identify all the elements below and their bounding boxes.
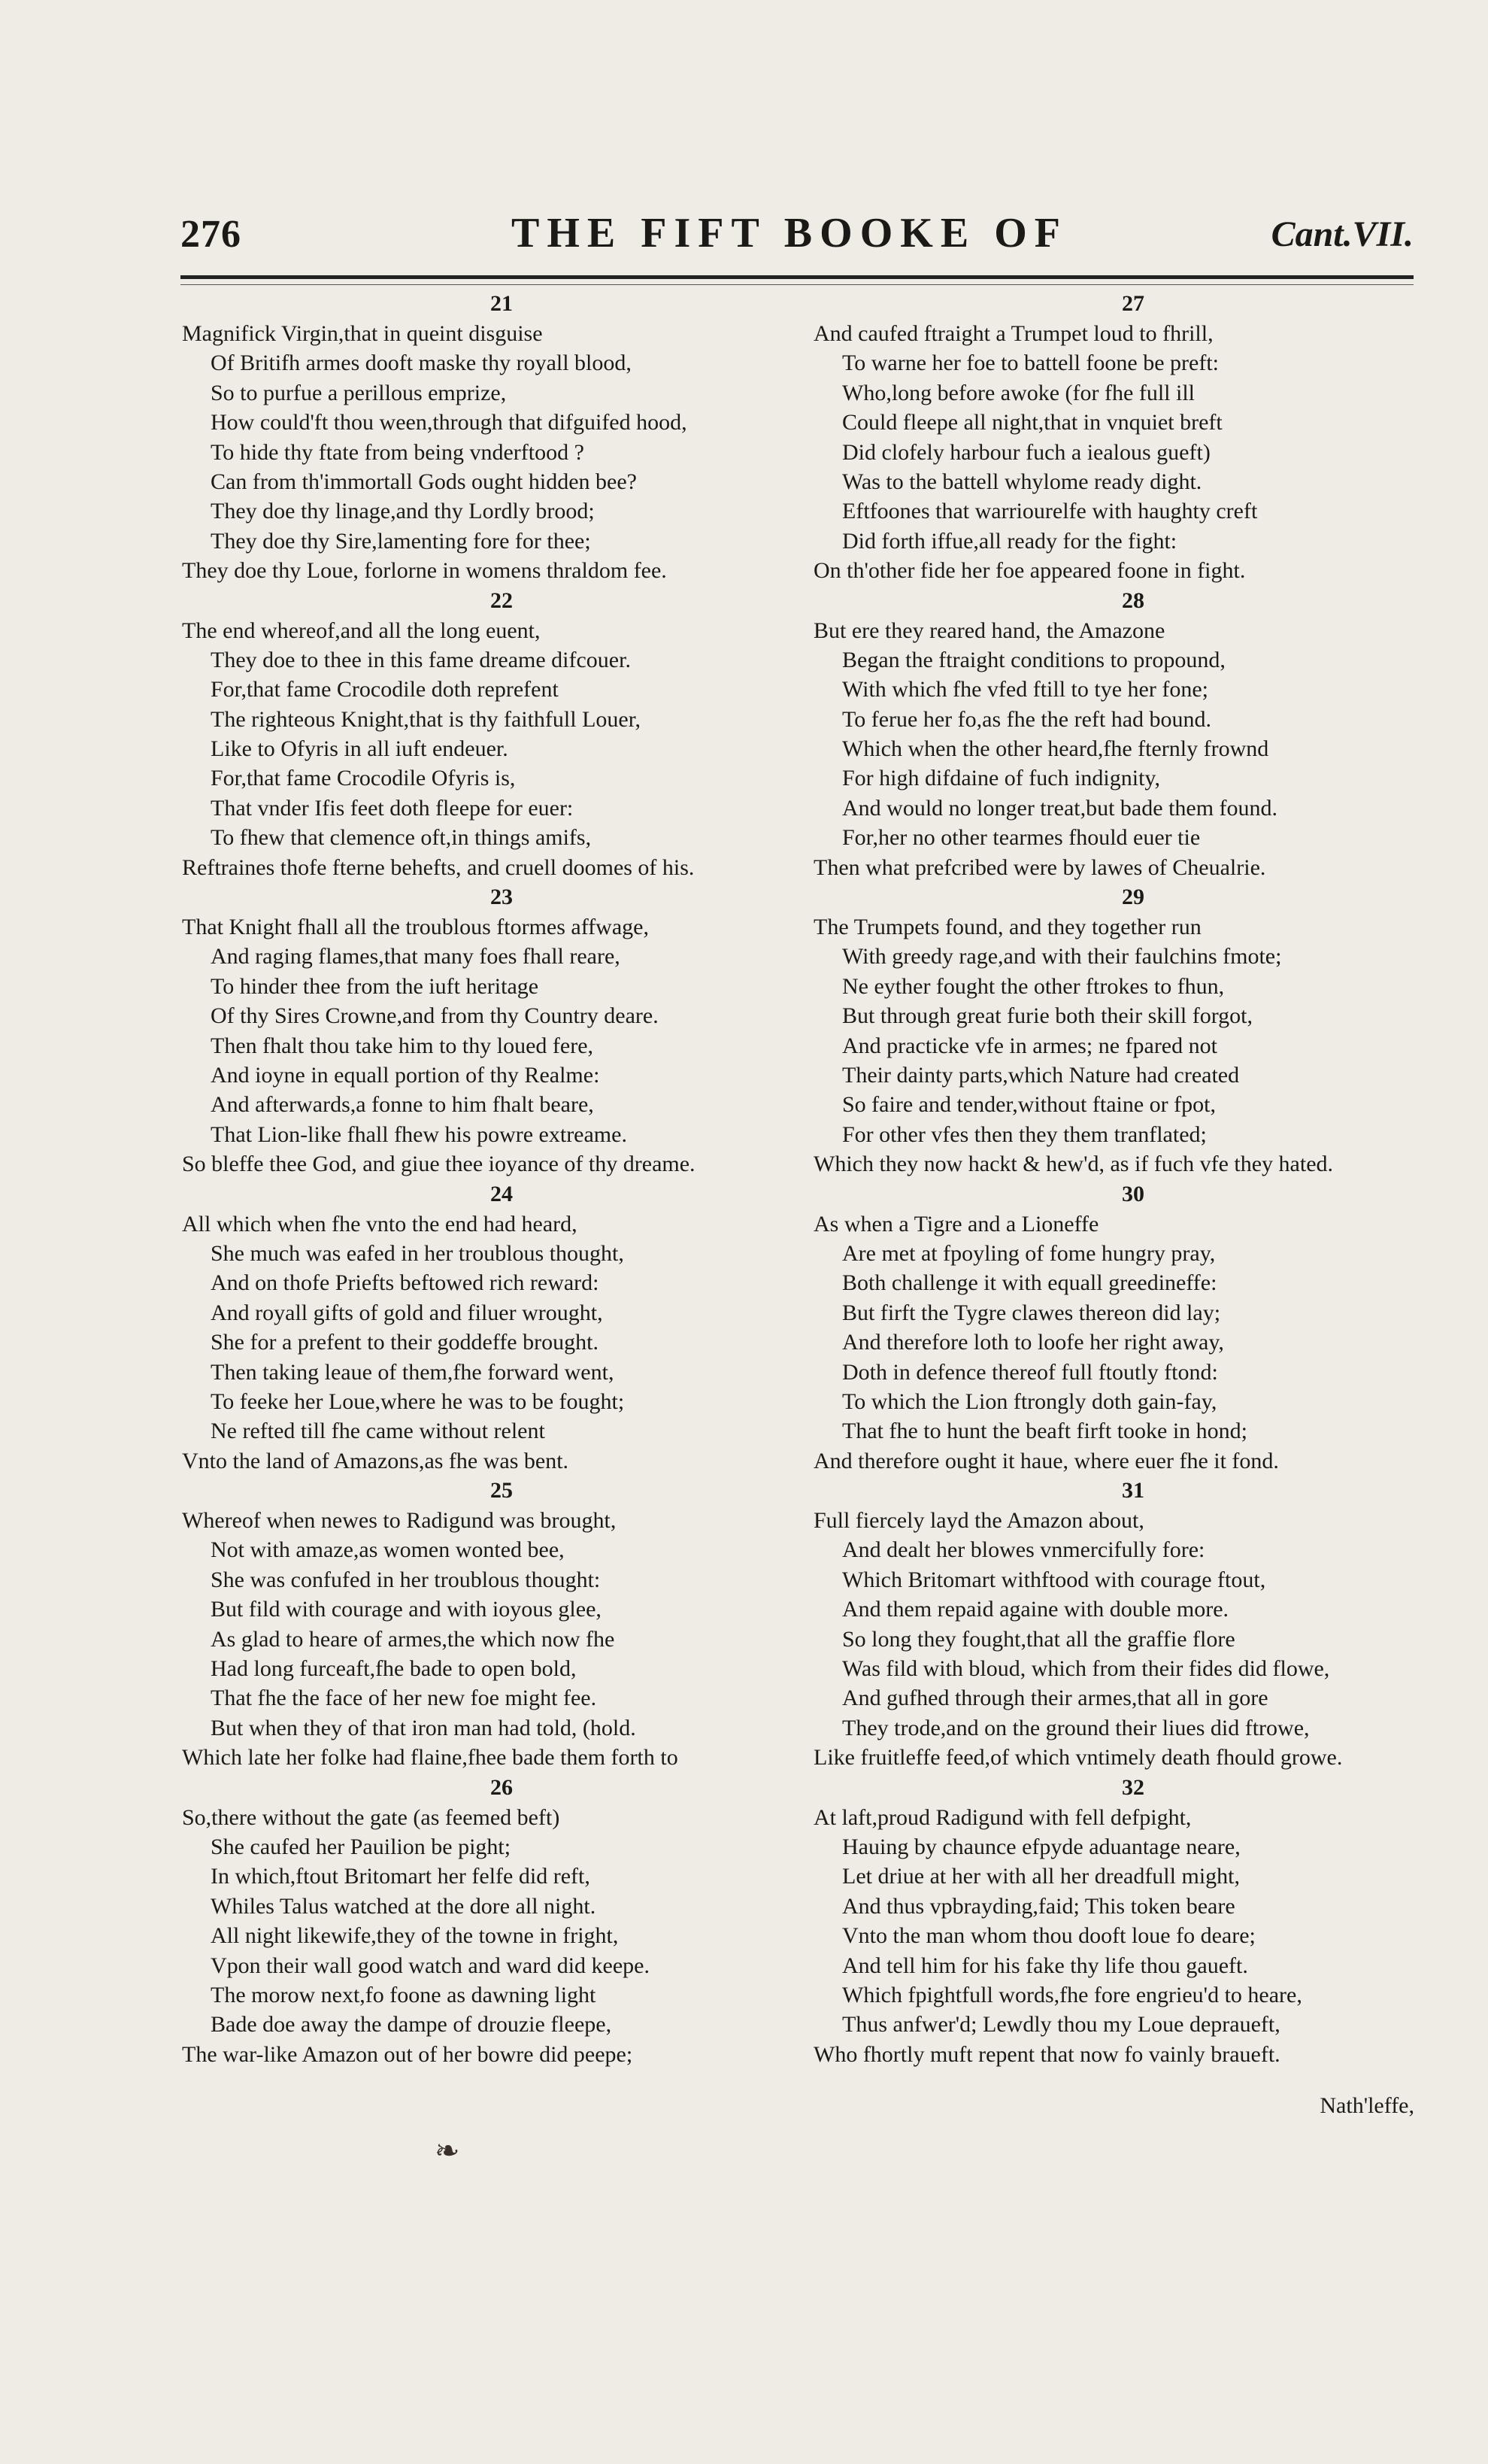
verse-line: That vnder Ifis feet doth fleepe for euer: xyxy=(211,795,574,821)
stanza xyxy=(814,882,1453,1179)
verse-line: To which the Lion ftrongly doth gain-fay, xyxy=(842,1388,1217,1414)
verse-line: To ferue her fo,as fhe the reft had bound. xyxy=(842,706,1212,732)
verse-line: Which they now hackt & hew'd, as if fuch vfe they hated. xyxy=(814,1152,1334,1177)
stanza xyxy=(814,1179,1453,1476)
stanza-number: 21 xyxy=(490,291,513,316)
verse-line: And gufhed through their armes,that all in gore xyxy=(842,1686,1268,1711)
verse-line: But ere they reared hand, the Amazone xyxy=(814,618,1165,643)
verse-line: She much was eafed in her troublous thought, xyxy=(211,1240,624,1266)
verse-line: The righteous Knight,that is thy faithfull Louer, xyxy=(211,706,641,732)
verse-line: Had long furceaft,fhe bade to open bold, xyxy=(211,1656,577,1682)
verse-line: They doe to thee in this fame dreame difcouer. xyxy=(211,647,631,672)
verse-line: And practicke vfe in armes; ne fpared not xyxy=(842,1033,1217,1058)
verse-line: At laft,proud Radigund with fell defpight, xyxy=(814,1804,1192,1830)
verse-line: Reftraines thofe fterne behefts, and cruell doomes of his. xyxy=(182,854,695,880)
catchword: Nath'leffe, xyxy=(1320,2093,1414,2118)
verse-line: With greedy rage,and with their faulchins fmote; xyxy=(842,944,1282,970)
verse-line: With which fhe vfed ftill to tye her fone; xyxy=(842,677,1208,702)
verse-line: But when they of that iron man had told, (hold. xyxy=(211,1715,636,1740)
verse-line: And ioyne in equall portion of thy Realme: xyxy=(211,1062,600,1088)
verse-line: Thus anfwer'd; Lewdly thou my Loue depraueft, xyxy=(842,2012,1280,2038)
stanza xyxy=(814,289,1453,586)
verse-line: And therefore ought it haue, where euer fhe it fond. xyxy=(814,1448,1279,1473)
verse-line: And dealt her blowes vnmercifully fore: xyxy=(842,1537,1205,1563)
verse-line: Vnto the man whom thou dooft loue fo deare; xyxy=(842,1923,1256,1949)
verse-line: Bade doe away the dampe of drouzie fleepe, xyxy=(211,2012,612,2038)
verse-line: For,that fame Crocodile Ofyris is, xyxy=(211,766,516,791)
right-column xyxy=(814,289,1453,2069)
verse-line: And thus vpbrayding,faid; This token beare xyxy=(842,1893,1235,1919)
verse-line: All which when fhe vnto the end had heard, xyxy=(182,1211,577,1237)
stanza xyxy=(814,1476,1453,1773)
verse-line: Vnto the land of Amazons,as fhe was bent. xyxy=(182,1448,569,1473)
verse-line: So,there without the gate (as feemed beft) xyxy=(182,1804,560,1830)
verse-line: To hide thy ftate from being vnderftood ? xyxy=(211,439,584,465)
verse-line: She caufed her Pauilion be pight; xyxy=(211,1834,511,1859)
page-number: 276 xyxy=(180,213,241,256)
verse-line: Vpon their wall good watch and ward did keepe. xyxy=(211,1953,650,1978)
verse-line: Like fruitleffe feed,of which vntimely death fhould growe. xyxy=(814,1745,1343,1771)
verse-line: And would no longer treat,but bade them found. xyxy=(842,795,1278,821)
verse-line: For,that fame Crocodile doth reprefent xyxy=(211,677,559,702)
stanza-number: 26 xyxy=(490,1774,513,1800)
verse-line: Which late her folke had flaine,fhee bade them forth to xyxy=(182,1745,678,1771)
verse-line: Could fleepe all night,that in vnquiet breft xyxy=(842,410,1223,435)
verse-line: Was fild with bloud, which from their fides did flowe, xyxy=(842,1656,1330,1682)
verse-line: That Knight fhall all the troublous ftormes affwage, xyxy=(182,915,649,940)
verse-line: But fild with courage and with ioyous glee, xyxy=(211,1597,602,1622)
header-rule xyxy=(180,275,1414,279)
verse-line: Not with amaze,as women wonted bee, xyxy=(211,1537,565,1563)
verse-line: Eftfoones that warriourelfe with haughty creft xyxy=(842,499,1258,524)
verse-line: So long they fought,that all the graffie flore xyxy=(842,1626,1235,1652)
verse-line: Which fpightfull words,fhe fore engrieu'd to heare, xyxy=(842,1982,1302,2007)
stanza-number: 32 xyxy=(1122,1774,1144,1800)
verse-line: All night likewife,they of the towne in fright, xyxy=(211,1923,619,1949)
verse-line: And afterwards,a fonne to him fhalt beare, xyxy=(211,1092,594,1118)
verse-line: For high difdaine of fuch indignity, xyxy=(842,766,1160,791)
verse-line: Like to Ofyris in all iuft endeuer. xyxy=(211,736,508,762)
stanza xyxy=(182,1476,821,1773)
stanza-number: 31 xyxy=(1122,1478,1144,1504)
stanza-number: 28 xyxy=(1122,587,1144,613)
verse-line: They doe thy linage,and thy Lordly brood; xyxy=(211,499,595,524)
verse-line: They doe thy Loue, forlorne in womens thraldom fee. xyxy=(182,558,667,584)
verse-line: For other vfes then they them tranflated; xyxy=(842,1121,1207,1147)
verse-line: Who,long before awoke (for fhe full ill xyxy=(842,380,1195,405)
verse-line: To feeke her Loue,where he was to be fought; xyxy=(211,1388,625,1414)
verse-line: The Trumpets found, and they together run xyxy=(814,915,1202,940)
stanza-number: 24 xyxy=(490,1181,513,1206)
verse-line: For,her no other tearmes fhould euer tie xyxy=(842,825,1201,851)
verse-line: So faire and tender,without ftaine or fpot, xyxy=(842,1092,1216,1118)
verse-line: And caufed ftraight a Trumpet loud to fhrill, xyxy=(814,321,1214,346)
verse-line: That Lion-like fhall fhew his powre extreame. xyxy=(211,1121,627,1147)
verse-line: Ne eyther fought the other ftrokes to fhun, xyxy=(842,973,1225,999)
verse-line: And on thofe Priefts beftowed rich reward: xyxy=(211,1270,599,1296)
verse-line: And tell him for his fake thy life thou gaueft. xyxy=(842,1953,1248,1978)
stanza-number: 25 xyxy=(490,1478,513,1504)
running-title: THE FIFT BOOKE OF xyxy=(511,210,1068,256)
verse-line: Who fhortly muft repent that now fo vainly braueft. xyxy=(814,2041,1280,2067)
stanza-number: 23 xyxy=(490,885,513,910)
verse-line: As glad to heare of armes,the which now fhe xyxy=(211,1626,615,1652)
verse-line: And them repaid againe with double more. xyxy=(842,1597,1229,1622)
verse-line: To warne her foe to battell foone be preft: xyxy=(842,350,1220,376)
stanza xyxy=(814,1773,1453,2070)
verse-line: And raging flames,that many foes fhall reare, xyxy=(211,944,620,970)
verse-line: To hinder thee from the iuft heritage xyxy=(211,973,539,999)
verse-line: Which when the other heard,fhe fternly frownd xyxy=(842,736,1269,762)
stanza xyxy=(182,1179,821,1476)
page-header xyxy=(180,202,1414,262)
verse-line: The morow next,fo foone as dawning light xyxy=(211,1982,596,2007)
verse-line: Of thy Sires Crowne,and from thy Country deare. xyxy=(211,1003,659,1029)
verse-line: That fhe the face of her new foe might fee. xyxy=(211,1686,597,1711)
verse-line: How could'ft thou ween,through that difguifed hood, xyxy=(211,410,687,435)
verse-line: Then taking leaue of them,fhe forward went, xyxy=(211,1359,614,1385)
verse-line: Did forth iffue,all ready for the fight: xyxy=(842,528,1177,554)
verse-line: Then what prefcribed were by lawes of Cheualrie. xyxy=(814,854,1266,880)
verse-line: To fhew that clemence oft,in things amifs, xyxy=(211,825,592,851)
verse-line: Did clofely harbour fuch a iealous gueft) xyxy=(842,439,1211,465)
verse-line: Doth in defence thereof full ftoutly ftond: xyxy=(842,1359,1218,1385)
stanza-number: 27 xyxy=(1122,291,1144,316)
verse-line: Which Britomart withftood with courage ftout, xyxy=(842,1567,1266,1592)
verse-line: She for a prefent to their goddeffe brought. xyxy=(211,1330,599,1355)
stanza-number: 22 xyxy=(490,587,513,613)
verse-line: She was confufed in her troublous thought: xyxy=(211,1567,601,1592)
verse-line: The end whereof,and all the long euent, xyxy=(182,618,541,643)
stanza xyxy=(182,586,821,883)
verse-line: Full fiercely layd the Amazon about, xyxy=(814,1508,1144,1534)
verse-line: They trode,and on the ground their liues did ftrowe, xyxy=(842,1715,1310,1740)
verse-line: Are met at fpoyling of fome hungry pray, xyxy=(842,1240,1216,1266)
verse-line: Whiles Talus watched at the dore all night. xyxy=(211,1893,596,1919)
verse-line: In which,ftout Britomart her felfe did reft, xyxy=(211,1864,590,1889)
verse-line: Their dainty parts,which Nature had created xyxy=(842,1062,1240,1088)
canto-label: Cant.VII. xyxy=(1271,214,1414,254)
verse-line: Hauing by chaunce efpyde aduantage neare, xyxy=(842,1834,1241,1859)
header-rule-thin xyxy=(180,284,1414,285)
verse-line: As when a Tigre and a Lioneffe xyxy=(814,1211,1099,1237)
stanza-number: 29 xyxy=(1122,885,1144,910)
stanza xyxy=(182,289,821,586)
verse-line: So to purfue a perillous emprize, xyxy=(211,380,507,405)
verse-line: Began the ftraight conditions to propound, xyxy=(842,647,1226,672)
verse-line: But through great furie both their skill forgot, xyxy=(842,1003,1253,1029)
verse-line: So bleffe thee God, and giue thee ioyance of thy dreame. xyxy=(182,1152,696,1177)
stanza xyxy=(814,586,1453,883)
verse-line: Then fhalt thou take him to thy loued fere, xyxy=(211,1033,594,1058)
verse-line: Let driue at her with all her dreadfull might, xyxy=(842,1864,1240,1889)
verse-line: And therefore loth to loofe her right away, xyxy=(842,1330,1224,1355)
stanza-number: 30 xyxy=(1122,1181,1144,1206)
stanza xyxy=(182,1773,821,2070)
verse-line: That fhe to hunt the beaft firft tooke in hond; xyxy=(842,1419,1248,1444)
verse-line: Was to the battell whylome ready dight. xyxy=(842,469,1202,494)
verse-line: And royall gifts of gold and filuer wrought, xyxy=(211,1300,603,1325)
verse-line: But firft the Tygre clawes thereon did lay; xyxy=(842,1300,1221,1325)
left-column xyxy=(182,289,821,2069)
verse-line: Whereof when newes to Radigund was brought, xyxy=(182,1508,617,1534)
verse-line: Magnifick Virgin,that in queint disguise xyxy=(182,321,543,346)
stanza xyxy=(182,882,821,1179)
verse-line: On th'other fide her foe appeared foone in fight. xyxy=(814,558,1246,584)
fleuron-ornament: ❧ xyxy=(435,2134,460,2168)
verse-line: They doe thy Sire,lamenting fore for thee; xyxy=(211,528,591,554)
verse-line: Both challenge it with equall greedineffe: xyxy=(842,1270,1217,1296)
verse-line: The war-like Amazon out of her bowre did peepe; xyxy=(182,2041,633,2067)
verse-line: Of Britifh armes dooft maske thy royall blood, xyxy=(211,350,632,376)
verse-line: Ne refted till fhe came without relent xyxy=(211,1419,545,1444)
verse-line: Can from th'immortall Gods ought hidden bee? xyxy=(211,469,637,494)
